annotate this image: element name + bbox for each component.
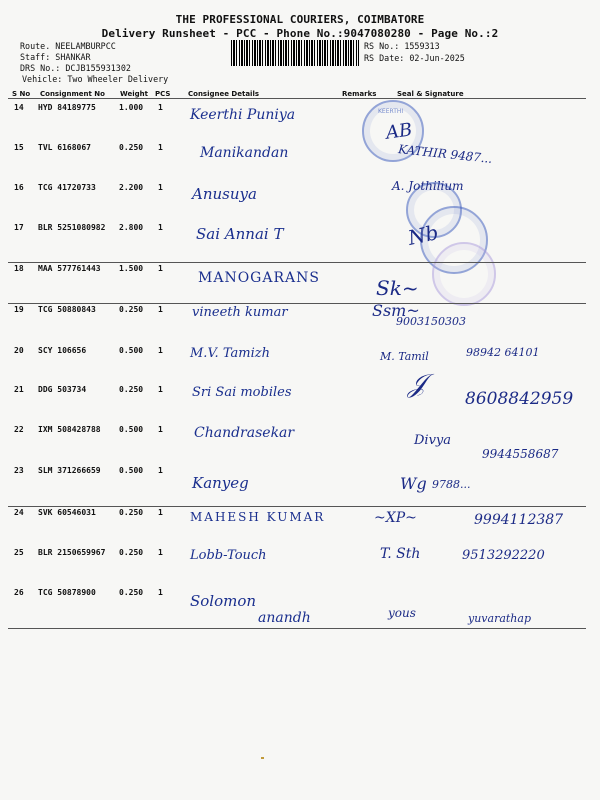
row-rule [8,506,586,507]
vehicle-label: Vehicle: Two Wheeler Delivery [22,74,169,84]
row-sno: 15 [14,143,24,152]
phone-handwriting: 9003150303 [396,315,466,328]
consignee-handwriting: Keerthi Puniya [190,107,296,123]
signature: Nb [405,220,441,250]
consignee-handwriting: vineeth kumar [192,305,288,320]
row-pcs: 1 [158,425,163,434]
row-consignment: MAA 577761443 [38,264,101,273]
table-row [0,301,600,347]
row-pcs: 1 [158,183,163,192]
row-consignment: HYD 84189775 [38,103,96,112]
row-consignment: BLR 5251080982 [38,223,106,232]
row-consignment: SCY 106656 [38,346,87,355]
phone-handwriting: 9994112387 [474,512,564,528]
table-row [0,264,600,306]
row-rule [8,262,586,263]
row-sno: 18 [14,264,24,273]
signature-handwriting: A. Jothilium [392,179,464,193]
row-sno: 14 [14,103,24,112]
row-weight: 0.250 [119,508,144,517]
row-pcs: 1 [158,385,163,394]
barcode [231,40,359,66]
row-pcs: 1 [158,588,163,597]
table-row [0,346,600,388]
table-row [0,548,600,590]
consignee-handwriting: Kanyeg [192,474,249,492]
col-seal-signature: Seal & Signature [397,90,464,98]
phone-handwriting: 9944558687 [482,447,559,461]
row-weight: 0.500 [119,466,144,475]
consignee-handwriting: MAHESH KUMAR [190,510,326,524]
row-weight: 0.250 [119,385,144,394]
consignee-handwriting: Sri Sai mobiles [192,385,292,400]
row-consignment: DDG 503734 [38,385,87,394]
row-sno: 26 [14,588,24,597]
table-row [0,369,600,427]
signature: Wg [400,474,427,493]
rs-date: RS Date: 02-Jun-2025 [364,53,465,63]
row-pcs: 1 [158,223,163,232]
row-pcs: 1 [158,346,163,355]
col-consignment: Consignment No [40,90,105,98]
col-consignee: Consignee Details [188,90,260,98]
row-consignment: BLR 2150659967 [38,548,106,557]
consignee-handwriting: Lobb-Touch [190,548,267,563]
rs-number: RS No.: 1559313 [364,41,440,51]
row-consignment: SVK 60546031 [38,508,96,517]
phone-handwriting: KATHIR 9487... [397,142,494,166]
signature: yous [388,606,416,620]
table-row [0,425,600,467]
table-row [0,179,600,225]
row-sno: 24 [14,508,24,517]
row-pcs: 1 [158,548,163,557]
phone-handwriting: 9788... [432,478,471,491]
consignee-handwriting: M.V. Tamizh [190,346,270,361]
row-weight: 2.800 [119,223,144,232]
consignee-handwriting: Anusuya [192,185,257,203]
consignee-handwriting: Manikandan [200,145,289,161]
row-weight: 0.250 [119,588,144,597]
row-pcs: 1 [158,264,163,273]
row-sno: 19 [14,305,24,314]
row-weight: 1.500 [119,264,144,273]
table-bottom-rule [8,628,586,629]
row-consignment: TCG 41720733 [38,183,96,192]
row-consignment: TCG 50878900 [38,588,96,597]
signature: Sk~ [376,276,419,300]
signature: Ssm~ [372,301,420,320]
row-consignment: TVL 6168067 [38,143,91,152]
signature-handwriting: M. Tamil [380,350,429,363]
consignee-handwriting-line2: anandh [258,610,311,626]
row-sno: 16 [14,183,24,192]
signature: 𝒥 [408,369,426,399]
signature: AB [384,119,414,144]
row-weight: 0.250 [119,305,144,314]
header-rule [8,98,586,99]
row-weight: 0.500 [119,425,144,434]
col-weight: Weight [120,90,148,98]
row-pcs: 1 [158,466,163,475]
phone-handwriting: 98942 64101 [466,346,540,359]
signature-handwriting: T. Sth [380,546,421,562]
col-sno: S No [12,90,31,98]
table-row [0,220,600,265]
row-weight: 1.000 [119,103,144,112]
row-consignment: TCG 50880843 [38,305,96,314]
table-row [0,143,600,185]
row-sno: 22 [14,425,24,434]
runsheet-subtitle: Delivery Runsheet - PCC - Phone No.:9047080280 - Page No.:2 [101,27,499,40]
row-sno: 20 [14,346,24,355]
table-row [0,588,600,630]
row-pcs: 1 [158,103,163,112]
signature: ~XP~ [374,510,417,526]
col-pcs: PCS [155,90,171,98]
row-sno: 23 [14,466,24,475]
route-label: Route. NEELAMBURPCC [20,41,116,51]
row-consignment: IXM 508428788 [38,425,101,434]
row-consignment: SLM 371266659 [38,466,101,475]
row-weight: 0.500 [119,346,144,355]
staff-label: Staff: SHANKAR [20,52,91,62]
row-weight: 0.250 [119,548,144,557]
row-sno: 21 [14,385,24,394]
col-remarks: Remarks [342,90,377,98]
phone-handwriting: 8608842959 [465,389,574,409]
company-title: THE PROFESSIONAL COURIERS, COIMBATORE [175,13,425,26]
row-weight: 0.250 [119,143,144,152]
row-pcs: 1 [158,305,163,314]
consignee-handwriting: Chandrasekar [194,425,295,441]
row-sno: 25 [14,548,24,557]
row-pcs: 1 [158,143,163,152]
table-row [0,466,600,508]
drs-number: DRS No.: DCJB155931302 [20,63,131,73]
row-sno: 17 [14,223,24,232]
row-weight: 2.200 [119,183,144,192]
signature-handwriting: yuvarathap [468,612,531,625]
signature-handwriting: Divya [414,433,452,448]
consignee-handwriting: MANOGARANS [198,270,320,286]
consignee-handwriting: Solomon [190,592,257,610]
consignee-handwriting: Sai Annai T [196,225,284,243]
row-rule [8,303,586,304]
row-pcs: 1 [158,508,163,517]
table-row [0,508,600,550]
ink-speck [261,757,264,759]
phone-handwriting: 9513292220 [462,548,545,563]
seal-stamp-label: KEERTHI [378,108,404,115]
